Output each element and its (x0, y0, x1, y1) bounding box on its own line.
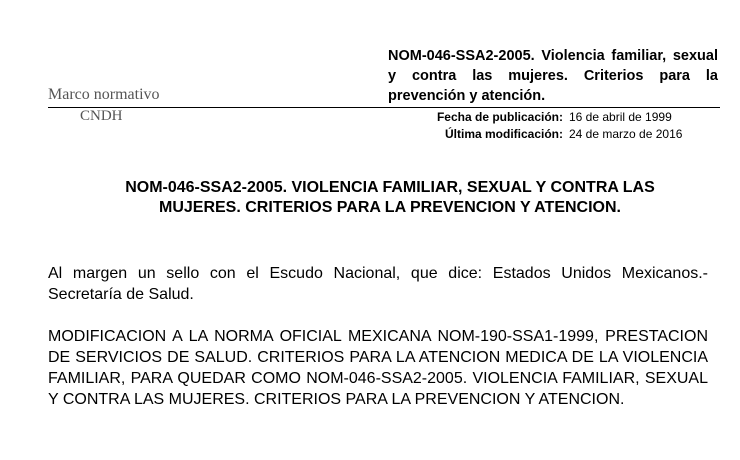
header-metadata (388, 109, 718, 143)
header-divider (48, 107, 720, 108)
header-organization: CNDH (80, 108, 123, 124)
paragraph-modification: MODIFICACION A LA NORMA OFICIAL MEXICANA NOM-190-SSA1-1999, PRESTACION DE SERVICIOS DE SALUD. CRITERIOS PARA LA ATENCION MEDICA DE LA VIOLENCIA FAMILIAR, PARA QUEDAR COMO NOM-046-SSA2-2005. VIOLENCIA FAMILIAR, SEXUAL Y CONTRA LAS MUJERES. CRITERIOS PARA LA PREVENCION Y ATENCION. (48, 328, 708, 408)
document-title-line1: NOM-046-SSA2-2005. VIOLENCIA FAMILIAR, SEXUAL Y CONTRA LAS (125, 179, 655, 196)
header-section-label: Marco normativo (48, 86, 160, 103)
header-norm-title: NOM-046-SSA2-2005. Violencia familiar, sexual y contra las mujeres. Criterios para la prevención y atención. (388, 48, 718, 104)
document-title (90, 178, 690, 218)
publication-date: 16 de abril de 1999 (569, 110, 672, 124)
paragraph-seal: Al margen un sello con el Escudo Nacional, que dice: Estados Unidos Mexicanos.- Secretaría de Salud. (48, 265, 708, 303)
modification-label: Última modificación: (444, 127, 563, 141)
publication-label: Fecha de publicación: (436, 110, 563, 124)
document-title-line2: MUJERES. CRITERIOS PARA LA PREVENCION Y ATENCION. (159, 199, 621, 216)
publication-row (388, 109, 718, 126)
modification-date: 24 de marzo de 2016 (569, 127, 683, 141)
modification-row (388, 126, 718, 143)
